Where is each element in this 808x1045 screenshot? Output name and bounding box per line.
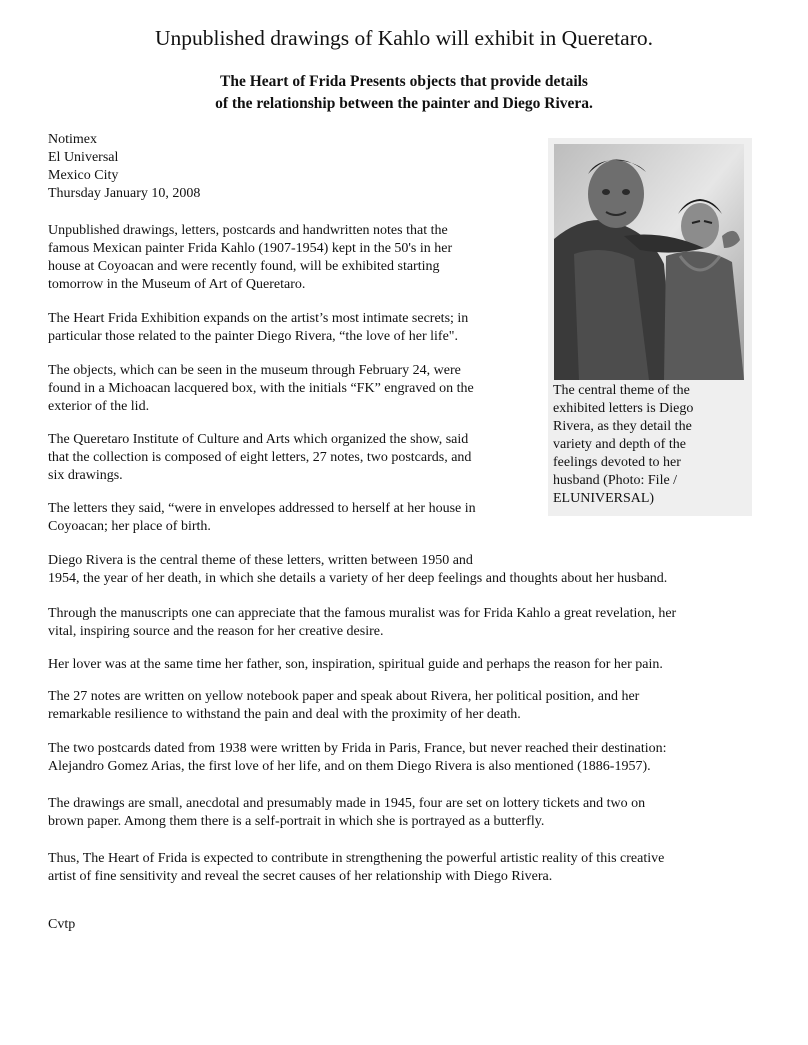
caption-line: exhibited letters is Diego (553, 401, 694, 416)
paragraph-line: found in a Michoacan lacquered box, with the initials “FK” engraved on the (48, 381, 474, 396)
paragraph (48, 688, 639, 724)
photo-figure (548, 138, 752, 516)
paragraph-line: exterior of the lid. (48, 399, 150, 414)
paragraph (48, 740, 667, 776)
paragraph-line: The objects, which can be seen in the museum through February 24, were (48, 363, 461, 378)
paragraph-line: Coyoacan; her place of birth. (48, 519, 211, 534)
paragraph-line: 1954, the year of her death, in which she details a variety of her deep feelings and thoughts about her husband. (48, 571, 668, 586)
paragraph (48, 656, 663, 674)
photo-caption (553, 382, 693, 508)
paragraph-line: The letters they said, “were in envelopes addressed to herself at her house in (48, 501, 476, 516)
paragraph-line: The 27 notes are written on yellow notebook paper and speak about Rivera, her political position, and her (48, 689, 640, 704)
caption-line: husband (Photo: File / (553, 473, 678, 488)
paragraph (48, 310, 468, 346)
caption-line: feelings devoted to her (553, 455, 681, 470)
paragraph (48, 552, 667, 588)
paragraph-line: that the collection is composed of eight letters, 27 notes, two postcards, and (48, 450, 472, 465)
paragraph (48, 850, 664, 886)
paragraph-line: Alejandro Gomez Arias, the first love of her life, and on them Diego Rivera is also mentioned (1886-1957). (48, 759, 651, 774)
paragraph-line: Thus, The Heart of Frida is expected to contribute in strengthening the powerful artistic reality of this creative (48, 851, 665, 866)
photo (554, 144, 744, 380)
paragraph-line: The drawings are small, anecdotal and presumably made in 1945, four are set on lottery tickets and two on (48, 796, 646, 811)
paragraph (48, 362, 474, 416)
paragraph-line: Unpublished drawings, letters, postcards and handwritten notes that the (48, 223, 448, 238)
paragraph-line: famous Mexican painter Frida Kahlo (1907-1954) kept in the 50's in her (48, 241, 453, 256)
caption-line: Rivera, as they detail the (553, 419, 692, 434)
paragraph-line: Diego Rivera is the central theme of these letters, written between 1950 and (48, 553, 473, 568)
caption-line: The central theme of the (553, 383, 690, 398)
paragraph-line: house at Coyoacan and were recently found, will be exhibited starting (48, 259, 440, 274)
paragraph (48, 795, 645, 831)
paragraph (48, 500, 476, 536)
byline-publication: El Universal (48, 150, 119, 165)
byline-date: Thursday January 10, 2008 (48, 186, 201, 201)
paragraph-line: remarkable resilience to withstand the pain and deal with the proximity of her death. (48, 707, 521, 722)
paragraph-line: Cvtp (48, 917, 76, 932)
paragraph-line: tomorrow in the Museum of Art of Queretaro. (48, 277, 306, 292)
paragraph-line: The Queretaro Institute of Culture and Arts which organized the show, said (48, 432, 469, 447)
sign-off (48, 916, 75, 934)
paragraph-line: particular those related to the painter Diego Rivera, “the love of her life". (48, 329, 458, 344)
byline-city: Mexico City (48, 168, 119, 183)
paragraph-line: The two postcards dated from 1938 were written by Frida in Paris, France, but never reached their destination: (48, 741, 667, 756)
paragraph-line: brown paper. Among them there is a self-portrait in which she is portrayed as a butterfly. (48, 814, 545, 829)
article-subtitle (0, 71, 808, 115)
byline (48, 131, 200, 203)
paragraph-line: Through the manuscripts one can appreciate that the famous muralist was for Frida Kahlo a great revelation, her (48, 606, 677, 621)
paragraph (48, 431, 471, 485)
paragraph-line: The Heart Frida Exhibition expands on the artist’s most intimate secrets; in (48, 311, 469, 326)
subtitle-line: of the relationship between the painter and Diego Rivera. (215, 95, 593, 112)
paragraph (48, 222, 452, 294)
paragraph-line: vital, inspiring source and the reason for her creative desire. (48, 624, 384, 639)
paragraph-line: six drawings. (48, 468, 123, 483)
caption-line: variety and depth of the (553, 437, 686, 452)
caption-line: ELUNIVERSAL) (553, 491, 655, 506)
paragraph-line: Her lover was at the same time her father, son, inspiration, spiritual guide and perhaps the reason for her pain. (48, 657, 663, 672)
byline-agency: Notimex (48, 132, 97, 147)
subtitle-line: The Heart of Frida Presents objects that provide details (220, 73, 588, 90)
article-title: Unpublished drawings of Kahlo will exhibit in Queretaro. (155, 26, 653, 50)
paragraph (48, 605, 676, 641)
paragraph-line: artist of fine sensitivity and reveal the secret causes of her relationship with Diego Rivera. (48, 869, 553, 884)
